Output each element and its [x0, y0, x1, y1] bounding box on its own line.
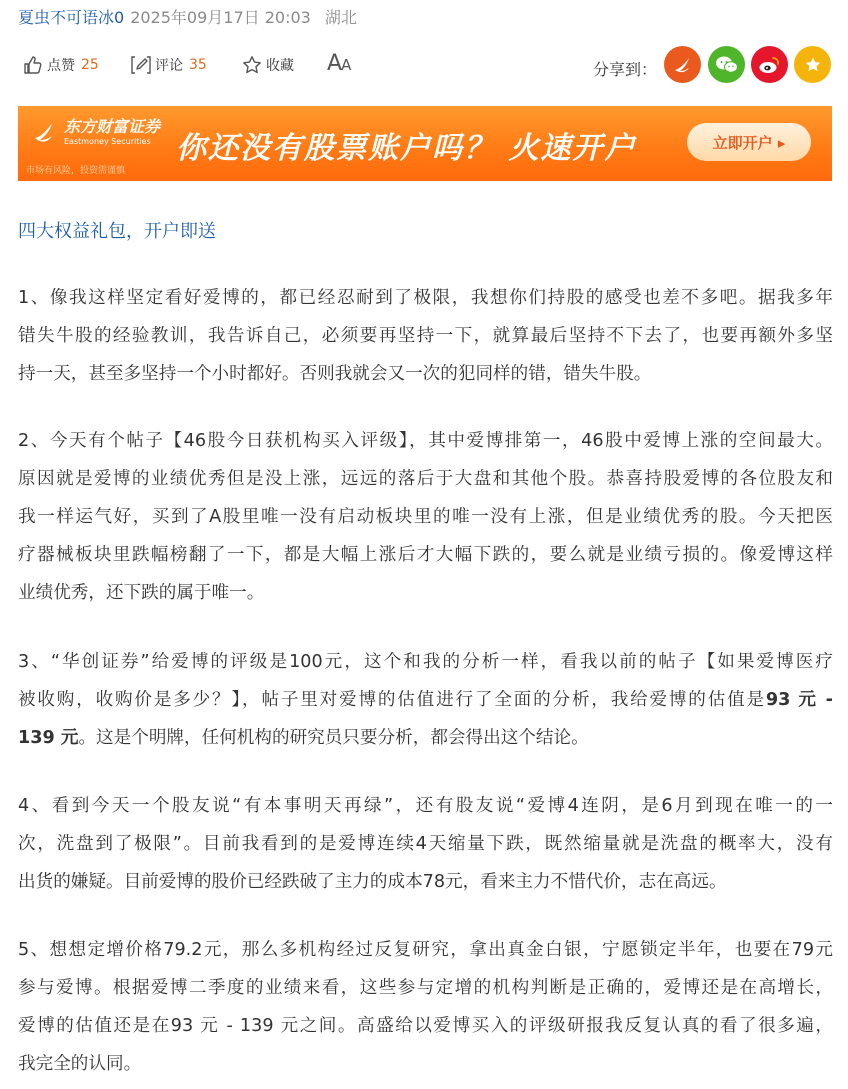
- paragraph-line: 次，洗盘到了极限”。目前我看到的是爱博连续4天缩量下跌，既然缩量就是洗盘的概率大，没有: [18, 834, 833, 854]
- paragraph-line: 我完全的认同。: [18, 1054, 142, 1074]
- favorite-label: 收藏: [266, 58, 294, 74]
- paragraph-line: [18, 681, 833, 719]
- brand-logo: [32, 118, 160, 147]
- paragraph-line: 出货的嫌疑。目前爱博的股价已经跌破了主力的成本78元，看来主力不惜代价，志在高远。: [18, 872, 727, 892]
- like-count: 25: [81, 57, 99, 73]
- paragraph-line: 原因就是爱博的业绩优秀但是没上涨，远远的落后于大盘和其他个股。恭喜持股爱博的各位股友和: [18, 469, 833, 489]
- font-size-small-label: A: [341, 56, 351, 74]
- paragraph-line: 3、“华创证券”给爱博的评级是100元，这个和我的分析一样，看我以前的帖子【如果爱博医疗: [18, 652, 833, 672]
- open-account-button[interactable]: 立即开户 ▸: [687, 123, 811, 161]
- valuation-low-bold: 93 元 -: [765, 690, 833, 710]
- post-meta: [18, 7, 357, 29]
- post-datetime: 2025年09月17日 20:03: [130, 8, 311, 27]
- risk-note: 市场有风险，投资需谨慎: [26, 166, 126, 176]
- favorite-button[interactable]: [241, 54, 294, 76]
- paragraph-line: 业绩优秀，还下跌的属于唯一。: [18, 583, 265, 603]
- comment-count: 35: [189, 57, 207, 73]
- like-button[interactable]: [22, 54, 99, 76]
- article-paragraph-2: [18, 422, 833, 612]
- action-bar: [18, 52, 833, 82]
- author-link[interactable]: 夏虫不可语冰0: [18, 8, 125, 27]
- article-paragraph-1: [18, 279, 833, 393]
- paragraph-line: 错失牛股的经验教训，我告诉自己，必须要再坚持一下，就算最后坚持不下去了，也要再额外多坚: [18, 326, 833, 346]
- paragraph-line: 疗器械板块里跌幅榜翻了一下，都是大幅上涨后才大幅下跌的，要么就是业绩亏损的。像爱博这样: [18, 545, 833, 565]
- paragraph-line: [18, 719, 833, 757]
- banner-slogan: 你还没有股票账户吗？ 火速开户: [176, 131, 637, 166]
- font-size-button[interactable]: [327, 51, 350, 76]
- open-account-banner[interactable]: [18, 106, 832, 181]
- comment-label: 评论: [155, 58, 183, 74]
- eastmoney-share-icon[interactable]: [664, 46, 701, 83]
- paragraph-text: 。这是个明牌，任何机构的研究员只要分析，都会得出这个结论。: [78, 728, 589, 748]
- paragraph-line: 2、今天有个帖子【46股今日获机构买入评级】，其中爱博排第一，46股中爱博上涨的空间最大。: [18, 431, 833, 451]
- valuation-high-bold: 139 元: [18, 728, 79, 748]
- share-label: 分享到：: [593, 60, 658, 79]
- thumbs-up-icon: [22, 54, 44, 76]
- edit-comment-icon: [130, 54, 152, 76]
- eastmoney-logo-icon: [32, 118, 60, 146]
- brand-name-en: Eastmoney Securities: [64, 137, 151, 146]
- favorite-share-icon[interactable]: [794, 46, 831, 83]
- paragraph-line: 爱博的估值还是在93 元 - 139 元之间。高盛给以爱博买入的评级研报我反复认真的看了很多遍，: [18, 1016, 833, 1036]
- font-size-big-label: A: [327, 51, 342, 76]
- paragraph-line: 持一天，甚至多坚持一个小时都好。否则我就会又一次的犯同样的错，错失牛股。: [18, 364, 652, 384]
- promo-link[interactable]: 四大权益礼包，开户即送: [18, 221, 216, 242]
- comment-button[interactable]: [130, 54, 207, 76]
- paragraph-line: 参与爱博。根据爱博二季度的业绩来看，这些参与定增的机构判断是正确的，爱博还是在高增长，: [18, 978, 833, 998]
- like-label: 点赞: [47, 58, 75, 74]
- paragraph-line: 4、看到今天一个股友说“有本事明天再绿”，还有股友说“爱博4连阴，是6月到现在唯一的一: [18, 796, 833, 816]
- paragraph-text: 被收购，收购价是多少？】，帖子里对爱博的估值进行了全面的分析，我给爱博的估值是: [18, 690, 766, 710]
- star-outline-icon: [241, 54, 263, 76]
- article-paragraph-4: [18, 787, 833, 901]
- article-paragraph-3: [18, 643, 833, 757]
- paragraph-line: 1、像我这样坚定看好爱博的，都已经忍耐到了极限，我想你们持股的感受也差不多吧。据我多年: [18, 288, 833, 308]
- weibo-share-icon[interactable]: [751, 46, 788, 83]
- paragraph-line: 5、想想定增价格79.2元，那么多机构经过反复研究，拿出真金白银，宁愿锁定半年，也要在79元: [18, 940, 833, 960]
- paragraph-line: 我一样运气好，买到了A股里唯一没有启动板块里的唯一没有上涨，但是业绩优秀的股。今天把医: [18, 507, 833, 527]
- article-paragraph-5: [18, 931, 833, 1083]
- wechat-share-icon[interactable]: [708, 46, 745, 83]
- post-location: 湖北: [324, 8, 357, 27]
- brand-name-cn: 东方财富证券: [64, 117, 161, 136]
